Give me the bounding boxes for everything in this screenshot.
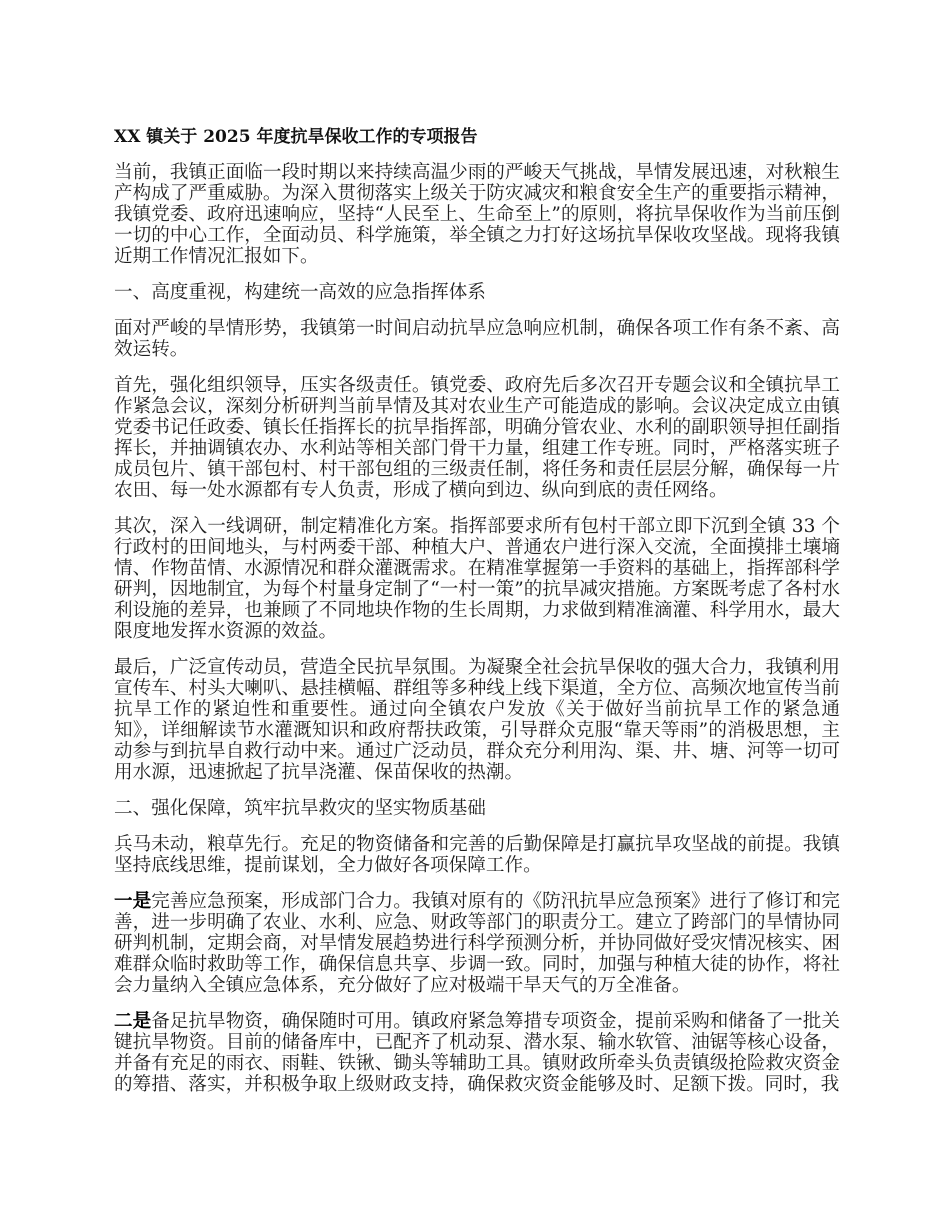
section-paragraph: 最后，广泛宣传动员，营造全民抗旱氛围。为凝聚全社会抗旱保收的强大合力，我镇利用宣传车、村头大喇叭、悬挂横幅、群组等多种线上线下渠道，全方位、高频次地宣传当前抗旱工作的紧迫性和重要性。通过向全镇农户发放《关于做好当前抗旱工作的紧急通知》，详细解读节水灌溉知识和政府帮扶政策，引导群众克服“靠天等雨”的消极思想，主动参与到抗旱自救行动中来。通过广泛动员，群众充分利用沟、渠、井、塘、河等一切可用水源，迅速掀起了抗旱浇灌、保苗保收的热潮。	[114, 657, 840, 783]
item-text: 完善应急预案，形成部门合力。我镇对原有的《防汛抗旱应急预案》进行了修订和完善，进一步明确了农业、水利、应急、财政等部门的职责分工。建立了跨部门的旱情协同研判机制，定期会商，对旱情发展趋势进行科学预测分析，并协同做好受灾情况核实、困难群众临时救助等工作，确保信息共享、步调一致。同时，加强与种植大徒的协作，将社会力量纳入全镇应急体系，充分做好了应对极端干旱天气的万全准备。	[114, 891, 840, 996]
section-2	[114, 798, 840, 1095]
item-lead: 一是	[114, 891, 152, 912]
list-item-paragraph	[114, 1011, 840, 1095]
document-title: XX 镇关于 2025 年度抗旱保收工作的专项报告	[114, 127, 478, 147]
section-heading: 一、高度重视，构建统一高效的应急指挥体系	[114, 282, 486, 303]
section-1	[114, 282, 840, 783]
item-lead: 二是	[114, 1011, 152, 1032]
intro-paragraph: 当前，我镇正面临一段时期以来持续高温少雨的严峻天气挑战，旱情发展迅速，对秋粮生产构成了严重威胁。为深入贯彻落实上级关于防灾减灾和粮食安全生产的重要指示精神，我镇党委、政府迅速响应，坚持“人民至上、生命至上”的原则，将抗旱保收作为当前压倒一切的中心工作，全面动员、科学施策，举全镇之力打好这场抗旱保收攻坚战。现将我镇近期工作情况汇报如下。	[114, 162, 840, 267]
section-paragraph: 其次，深入一线调研，制定精准化方案。指挥部要求所有包村干部立即下沉到全镇 33 个行政村的田间地头，与村两委干部、种植大户、普通农户进行深入交流，全面摸排土壤墒情、作物苗情、水源情况和群众灌溉需求。在精准掌握第一手资料的基础上，指挥部科学研判，因地制宜，为每个村量身定制了“一村一策”的抗旱减灾措施。方案既考虑了各村水利设施的差异，也兼顾了不同地块作物的生长周期，力求做到精准滴灌、科学用水，最大限度地发挥水资源的效益。	[114, 516, 840, 642]
list-item-paragraph	[114, 891, 840, 996]
section-paragraph: 兵马未动，粮草先行。充足的物资储备和完善的后勤保障是打赢抗旱攻坚战的前提。我镇坚持底线思维，提前谋划，全力做好各项保障工作。	[114, 834, 840, 876]
item-text: 备足抗旱物资，确保随时可用。镇政府紧急筹措专项资金，提前采购和储备了一批关键抗旱物资。目前的储备库中，已配齐了机动泵、潜水泵、输水软管、油锯等核心设备，并备有充足的雨衣、雨鞋、铁锹、锄头等辅助工具。镇财政所牵头负责镇级抢险救灾资金的筹措、落实，并积极争取上级财政支持，确保救灾资金能够及时、足额下拨。同时，我	[114, 1011, 840, 1095]
document-page	[114, 126, 840, 1110]
section-paragraph: 面对严峻的旱情形势，我镇第一时间启动抗旱应急响应机制，确保各项工作有条不紊、高效运转。	[114, 318, 840, 360]
section-heading: 二、强化保障，筑牢抗旱救灾的坚实物质基础	[114, 798, 486, 819]
section-paragraph: 首先，强化组织领导，压实各级责任。镇党委、政府先后多次召开专题会议和全镇抗旱工作紧急会议，深刻分析研判当前旱情及其对农业生产可能造成的影响。会议决定成立由镇党委书记任政委、镇长任指挥长的抗旱指挥部，明确分管农业、水利的副职领导担任副指挥长，并抽调镇农办、水利站等相关部门骨干力量，组建工作专班。同时，严格落实班子成员包片、镇干部包村、村干部包组的三级责任制，将任务和责任层层分解，确保每一片农田、每一处水源都有专人负责，形成了横向到边、纵向到底的责任网络。	[114, 375, 840, 501]
